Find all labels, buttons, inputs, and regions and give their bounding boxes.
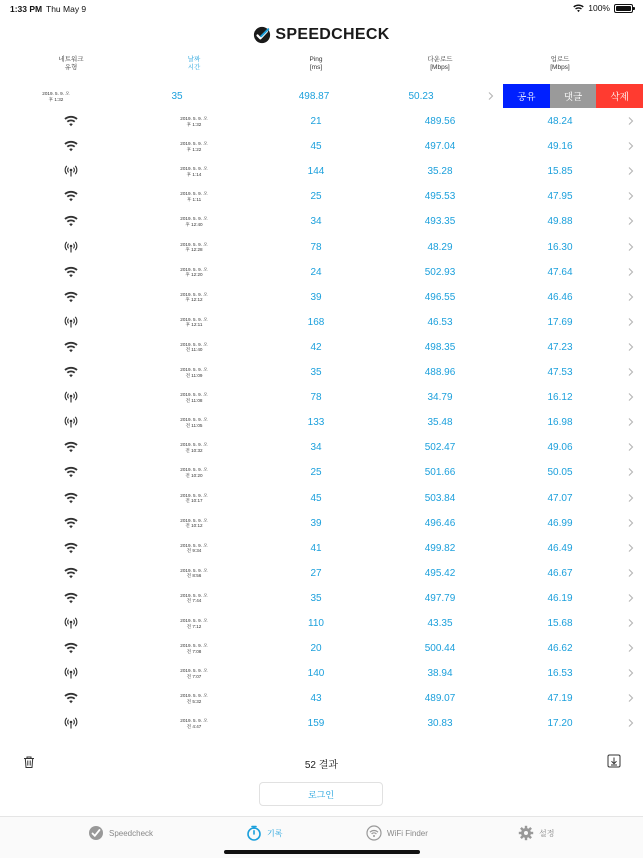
row-ping: 35 — [310, 592, 322, 604]
row-ping: 35 — [310, 367, 322, 378]
tab-settings[interactable]: 설정 — [518, 825, 554, 841]
header-date-time[interactable]: 날짜 시간 — [187, 56, 201, 71]
cellular-antenna-icon — [64, 717, 78, 729]
row-date: 2019. 5. 9. 오 후 12:12 — [180, 291, 208, 303]
wifi-icon — [64, 642, 78, 654]
result-count: 52 결과 — [304, 760, 339, 771]
row-download: 497.04 — [424, 141, 456, 153]
wifi-status-icon — [573, 4, 584, 13]
row-upload: 16.12 — [547, 392, 573, 404]
row-upload: 49.16 — [547, 141, 573, 153]
row-ping: 78 — [310, 392, 322, 404]
row-upload: 15.68 — [547, 618, 573, 629]
cellular-antenna-icon — [64, 316, 78, 328]
table-row[interactable] — [0, 536, 643, 561]
row-download: 497.79 — [424, 592, 456, 604]
row-download: 43.35 — [427, 618, 453, 629]
row-upload: 47.53 — [547, 367, 573, 378]
row-upload: 50.05 — [547, 467, 573, 479]
chevron-right-icon — [488, 92, 494, 100]
table-row[interactable] — [0, 561, 643, 586]
row-download: 489.56 — [424, 116, 456, 127]
row-date: 2019. 5. 9. 오 전 7:12 — [180, 618, 208, 629]
row-ping: 39 — [310, 291, 322, 303]
row-ping: 133 — [307, 417, 325, 429]
wifi-icon — [64, 567, 78, 579]
tab-history[interactable]: 기록 — [246, 825, 282, 841]
chevron-right-icon — [628, 544, 634, 552]
table-row[interactable] — [0, 435, 643, 460]
row-date: 2019. 5. 9. 오 전 11:05 — [180, 417, 208, 428]
table-row[interactable] — [0, 159, 643, 184]
chevron-right-icon — [628, 293, 634, 301]
row-date: 2019. 5. 9. 오 전 11:08 — [180, 392, 208, 403]
wifi-finder-icon — [366, 825, 382, 841]
row-ping: 43 — [310, 693, 322, 705]
row-download: 499.82 — [424, 542, 456, 554]
row-date: 2019. 5. 9. 오 전 10:12 — [180, 517, 208, 529]
row-upload: 46.46 — [547, 291, 573, 303]
list-fade — [0, 738, 643, 750]
row-download: 500.44 — [424, 643, 456, 655]
row-download: 48.29 — [427, 241, 453, 253]
row-date: 2019. 5. 9. 오 전 7:07 — [180, 668, 208, 679]
row-ping: 110 — [308, 618, 324, 629]
chevron-right-icon — [628, 418, 634, 426]
delete-button[interactable]: 삭제 — [596, 84, 643, 108]
table-row[interactable] — [0, 109, 643, 134]
row-ping: 45 — [310, 492, 322, 504]
cellular-antenna-icon — [64, 667, 78, 679]
row-download: 498.87 — [298, 91, 330, 102]
gear-icon — [518, 825, 534, 841]
chevron-right-icon — [628, 368, 634, 376]
chevron-right-icon — [628, 494, 634, 502]
table-row[interactable] — [0, 686, 643, 711]
chevron-right-icon — [628, 519, 634, 527]
row-ping: 42 — [310, 341, 322, 353]
chevron-right-icon — [628, 393, 634, 401]
row-download: 502.47 — [424, 442, 456, 454]
row-date: 2019. 5. 9. 오 후 12:11 — [180, 316, 208, 328]
chevron-right-icon — [628, 694, 634, 702]
row-date: 2019. 5. 9. 오 전 7:08 — [180, 643, 208, 654]
row-date: 2019. 5. 9. 오 후 1:11 — [180, 191, 208, 202]
row-ping: 25 — [310, 191, 322, 203]
chevron-right-icon — [628, 318, 634, 326]
row-date: 2019. 5. 9. 오 후 12:40 — [180, 216, 208, 227]
row-date: 2019. 5. 9. 오 전 8:56 — [180, 567, 208, 579]
row-upload: 47.95 — [547, 191, 573, 203]
wifi-icon — [64, 190, 78, 202]
row-upload: 16.53 — [547, 668, 573, 680]
row-date: 2019. 5. 9. 오 전 10:32 — [180, 442, 208, 453]
row-download: 495.42 — [424, 567, 456, 579]
chevron-right-icon — [628, 142, 634, 150]
battery-icon — [614, 4, 633, 13]
comment-button[interactable]: 댓글 — [550, 84, 597, 108]
row-download: 502.93 — [424, 266, 456, 278]
row-date: 2019. 5. 9. 오 전 9:34 — [180, 542, 208, 554]
tab-wifi-finder[interactable]: WiFi Finder — [366, 825, 428, 841]
row-ping: 34 — [310, 216, 322, 228]
row-ping: 27 — [310, 567, 322, 579]
header-ping[interactable]: Ping [ms] — [309, 56, 323, 71]
table-row[interactable] — [0, 235, 643, 260]
row-ping: 78 — [310, 241, 322, 253]
table-row[interactable] — [0, 184, 643, 209]
login-button[interactable]: 로그인 — [259, 782, 383, 806]
row-download: 46.53 — [427, 316, 453, 328]
row-download: 498.35 — [424, 341, 456, 353]
row-download: 35.28 — [427, 166, 453, 178]
row-upload: 17.20 — [547, 718, 573, 730]
row-upload: 17.69 — [547, 316, 573, 328]
home-indicator — [224, 850, 420, 854]
row-upload: 47.23 — [547, 341, 573, 353]
table-row[interactable] — [0, 209, 643, 234]
stopwatch-icon — [246, 825, 262, 841]
row-upload: 47.19 — [547, 693, 573, 705]
wifi-icon — [64, 692, 78, 704]
header-upload[interactable]: 업로드 [Mbps] — [550, 56, 570, 71]
row-upload: 46.67 — [547, 567, 573, 579]
row-upload: 46.19 — [547, 592, 573, 604]
row-upload: 46.62 — [547, 643, 573, 655]
chevron-right-icon — [628, 192, 634, 200]
table-row[interactable] — [0, 385, 643, 410]
wifi-icon — [64, 466, 78, 478]
header-download[interactable]: 다운로드 [Mbps] — [427, 56, 453, 71]
list-footer — [0, 750, 643, 774]
cellular-antenna-icon — [64, 391, 78, 403]
chevron-right-icon — [628, 468, 634, 476]
chevron-right-icon — [628, 594, 634, 602]
wifi-icon — [64, 140, 78, 152]
row-ping: 140 — [307, 668, 325, 680]
chevron-right-icon — [628, 217, 634, 225]
table-row[interactable] — [0, 586, 643, 611]
wifi-icon — [64, 341, 78, 353]
wifi-icon — [64, 115, 78, 127]
chevron-right-icon — [628, 719, 634, 727]
wifi-icon — [64, 291, 78, 303]
wifi-icon — [64, 492, 78, 504]
table-row[interactable] — [0, 711, 643, 736]
cellular-antenna-icon — [64, 617, 78, 629]
wifi-icon — [64, 542, 78, 554]
row-upload: 15.85 — [547, 166, 573, 178]
wifi-icon — [64, 592, 78, 604]
row-ping: 168 — [307, 316, 325, 328]
row-ping: 35 — [171, 91, 183, 102]
row-upload: 48.24 — [547, 116, 573, 127]
row-ping: 21 — [310, 116, 322, 127]
row-upload: 46.99 — [547, 517, 573, 529]
chevron-right-icon — [628, 669, 634, 677]
table-row[interactable] — [0, 134, 643, 159]
table-row[interactable] — [0, 661, 643, 686]
battery-percent: 100% — [588, 3, 610, 13]
chevron-right-icon — [628, 569, 634, 577]
chevron-right-icon — [628, 443, 634, 451]
cellular-antenna-icon — [64, 416, 78, 428]
chevron-right-icon — [628, 117, 634, 125]
logo-text: SPEEDCHECK — [275, 26, 390, 43]
table-row[interactable] — [0, 285, 643, 310]
row-date: 2019. 5. 9. 오 후 1:14 — [180, 166, 208, 177]
share-button[interactable]: 공유 — [503, 84, 550, 108]
row-ping: 144 — [307, 166, 325, 178]
table-row[interactable] — [0, 360, 643, 385]
row-upload: 46.49 — [547, 542, 573, 554]
row-date: 2019. 5. 9. 오 후 12:28 — [180, 241, 208, 252]
swipe-actions — [503, 84, 643, 108]
download-icon[interactable] — [607, 754, 621, 768]
chevron-right-icon — [628, 243, 634, 251]
chevron-right-icon — [628, 619, 634, 627]
row-download: 34.79 — [427, 392, 453, 404]
row-ping: 45 — [310, 141, 322, 153]
speedcheck-logo-icon — [253, 26, 271, 44]
row-date: 2019. 5. 9. 오 전 11:09 — [180, 367, 208, 378]
row-download: 489.07 — [424, 693, 456, 705]
row-ping: 24 — [310, 266, 322, 278]
row-ping: 34 — [310, 442, 322, 454]
row-ping: 159 — [307, 718, 325, 730]
row-upload: 49.88 — [547, 216, 573, 228]
row-date: 2019. 5. 9. 오 전 11:40 — [180, 341, 208, 353]
row-download: 501.66 — [424, 467, 456, 479]
row-download: 493.35 — [424, 216, 456, 228]
row-download: 488.96 — [424, 367, 456, 378]
table-row[interactable] — [0, 310, 643, 335]
table-row[interactable] — [0, 410, 643, 435]
row-upload: 16.30 — [547, 241, 573, 253]
wifi-icon — [64, 366, 78, 378]
chevron-right-icon — [628, 343, 634, 351]
status-time: 1:33 PM — [10, 4, 43, 14]
cellular-antenna-icon — [64, 241, 78, 253]
row-date: 2019. 5. 9. 오 전 10:20 — [180, 467, 208, 478]
table-row[interactable] — [0, 611, 643, 636]
row-upload: 49.06 — [547, 442, 573, 454]
row-date: 2019. 5. 9. 오 후 1:32 — [42, 91, 70, 102]
table-row[interactable] — [0, 335, 643, 360]
row-upload: 47.07 — [547, 492, 573, 504]
row-date: 2019. 5. 9. 오 후 1:32 — [180, 116, 208, 127]
row-date: 2019. 5. 9. 오 전 7:44 — [180, 592, 208, 604]
row-date: 2019. 5. 9. 오 후 12:20 — [180, 266, 208, 278]
row-download: 496.55 — [424, 291, 456, 303]
row-ping: 25 — [310, 467, 322, 479]
table-row[interactable] — [0, 511, 643, 536]
wifi-icon — [64, 266, 78, 278]
row-download: 496.46 — [424, 517, 456, 529]
row-download: 495.53 — [424, 191, 456, 203]
tab-speedcheck[interactable]: Speedcheck — [88, 825, 153, 841]
row-upload: 50.23 — [408, 91, 434, 102]
row-date: 2019. 5. 9. 오 후 1:22 — [180, 141, 208, 152]
chevron-right-icon — [628, 644, 634, 652]
status-date: Thu May 9 — [46, 4, 87, 14]
wifi-icon — [64, 517, 78, 529]
row-download: 35.48 — [427, 417, 453, 429]
speedometer-icon — [88, 825, 104, 841]
chevron-right-icon — [628, 167, 634, 175]
row-ping: 39 — [310, 517, 322, 529]
status-bar — [0, 0, 643, 18]
status-right — [573, 3, 633, 13]
table-row[interactable] — [0, 260, 643, 285]
row-download: 30.83 — [427, 718, 453, 730]
table-row[interactable] — [0, 636, 643, 661]
row-date: 2019. 5. 9. 오 전 4:47 — [180, 718, 208, 729]
header-network-type[interactable]: 네트워크 유형 — [58, 56, 84, 71]
row-download: 503.84 — [424, 492, 456, 504]
table-row[interactable] — [0, 460, 643, 485]
row-date: 2019. 5. 9. 오 전 10:17 — [180, 492, 208, 503]
table-row[interactable] — [0, 486, 643, 511]
column-headers — [0, 56, 643, 80]
app-logo — [0, 26, 643, 44]
row-ping: 20 — [310, 643, 322, 655]
row-date: 2019. 5. 9. 오 전 5:32 — [180, 693, 208, 704]
cellular-antenna-icon — [64, 165, 78, 177]
row-upload: 16.98 — [547, 417, 573, 429]
wifi-icon — [64, 215, 78, 227]
chevron-right-icon — [628, 268, 634, 276]
row-upload: 47.64 — [547, 266, 573, 278]
wifi-icon — [64, 441, 78, 453]
row-download: 38.94 — [427, 668, 453, 680]
row-ping: 41 — [310, 542, 322, 554]
